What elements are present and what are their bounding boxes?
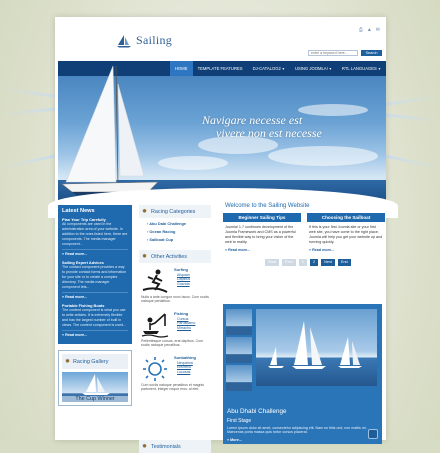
featured-text: Lorem ipsum dolor sit amet, consectetur adipiscing elit. Nam eu felis orci, non mattis mi. Maecenas porta massa quis tortor cursus placerat.	[227, 426, 367, 435]
testimonials-title: Testimonials	[151, 443, 181, 450]
article-tabs	[223, 213, 385, 252]
welcome-title: Welcome to the Sailing Website	[225, 203, 310, 209]
nav-item-using-joomla[interactable]	[290, 61, 337, 76]
activity-links	[177, 317, 195, 330]
chevron-down-icon: ▼	[281, 67, 285, 71]
nav-item-label: DJ-CATALOG2	[252, 66, 281, 71]
nav-item-home[interactable]	[170, 61, 193, 76]
thumbnail[interactable]	[226, 365, 252, 391]
sailboat-image	[58, 76, 386, 206]
toggle-icon[interactable]	[368, 429, 378, 439]
gallery-image[interactable]	[62, 372, 128, 402]
utility-icons	[359, 27, 380, 33]
activity-name: Fishing	[174, 311, 189, 316]
header	[55, 17, 386, 61]
hero-slogan	[202, 114, 322, 140]
fishing-icon	[141, 312, 169, 338]
activity-links	[177, 273, 190, 286]
racing-categories-title: Racing Categories	[151, 208, 196, 215]
news-text: All components are used in the administration area of your website. In addition to the ones listed here, there are components. The media manager component...	[62, 222, 128, 246]
activity-link[interactable]: Nequebra	[177, 361, 193, 365]
article-tab	[223, 213, 301, 252]
pager-end[interactable]: End	[338, 259, 351, 266]
read-more-link[interactable]: » Read more...	[62, 249, 128, 256]
nav-item-label: HOME	[175, 66, 188, 71]
right-column	[221, 203, 385, 442]
nav-item-template-features[interactable]	[193, 61, 248, 76]
tab-choosing-the-sailboat[interactable]: Choosing the Sailboat	[307, 213, 385, 222]
email-icon[interactable]: ✉	[375, 27, 380, 33]
sailboat-logo-icon	[116, 34, 132, 48]
testimonials-header	[139, 440, 211, 453]
category-label: Sailboat Cup	[149, 237, 174, 242]
activity-name: Surfing	[174, 267, 188, 272]
read-more-link[interactable]: » Read more...	[62, 292, 128, 299]
read-more-label: Read more...	[228, 248, 251, 252]
compass-icon: ✹	[142, 254, 148, 260]
nav-spacer	[58, 61, 77, 76]
sun-icon	[141, 356, 169, 382]
featured-more-link[interactable]: » More...	[227, 438, 242, 442]
activity-name: Sunbathing	[174, 355, 196, 360]
news-text: The contact component provides a way to provide contact forms and information for your site or to create a complex directory. The media manager component lets...	[62, 265, 127, 289]
main-navigation	[58, 61, 386, 76]
article-tab	[307, 213, 385, 252]
read-more-link[interactable]: » Read more...	[309, 248, 335, 252]
activity-link[interactable]: Parusdamo	[177, 321, 196, 326]
read-more-link[interactable]: » Read more...	[62, 330, 128, 337]
compass-icon: ✹	[65, 359, 71, 365]
chevron-down-icon: ▼	[377, 67, 381, 71]
pager-next[interactable]: Next	[321, 259, 335, 266]
tab-beginner-sailing-tips[interactable]: Beginner Sailing Tips	[223, 213, 301, 222]
category-link[interactable]: › Abu Dabi Challenge	[147, 221, 186, 226]
nav-item-label: USING JOOMLA!	[294, 66, 328, 71]
pager-prev[interactable]: Prev	[282, 259, 296, 266]
site-title: Sailing	[136, 33, 173, 47]
racing-gallery-title: Racing Gallery	[73, 358, 109, 365]
activity-item	[139, 266, 211, 307]
activity-item	[139, 310, 211, 351]
featured-title[interactable]: Abu Dhabi Challenge	[227, 408, 287, 415]
read-more-label: More...	[230, 438, 242, 442]
other-activities-title: Other Activities	[151, 253, 187, 260]
nav-item-dj-catalog2[interactable]	[248, 61, 290, 76]
pager-start[interactable]: Start	[265, 259, 279, 266]
nav-item-label: TEMPLATE FEATURES	[197, 66, 243, 71]
featured-subtitle: First Stage	[227, 418, 252, 424]
activity-description: Pellentesque cursus, erat dapibus. Cum sociis natoque penatibus.	[141, 339, 204, 348]
site-logo[interactable]	[116, 33, 172, 48]
search-input[interactable]	[308, 50, 358, 56]
thumbnail[interactable]	[226, 309, 252, 335]
news-heading[interactable]: Sailing Expert Advices	[62, 260, 104, 265]
featured-article	[223, 304, 382, 444]
activity-link[interactable]: Lucosas	[177, 369, 191, 374]
activity-links	[177, 361, 193, 374]
other-activities-header	[139, 250, 211, 263]
tab-text: Joomla! 1.7 continues development of the Joomla Framework and CMS as a powerful and flexible way to bring your vision of the web to reality.	[225, 225, 296, 244]
search-button[interactable]: Search	[361, 50, 382, 56]
middle-column	[139, 205, 211, 450]
read-more-label: Read more...	[65, 295, 88, 299]
page-container	[55, 17, 386, 450]
activity-item	[139, 354, 211, 395]
activity-link[interactable]: Mirracho	[177, 325, 191, 330]
nav-spacer	[77, 61, 170, 76]
read-more-label: Read more...	[65, 333, 88, 337]
print-icon[interactable]: ⎙	[358, 27, 363, 33]
latest-news-title: Latest News	[62, 208, 95, 214]
read-more-label: Read more...	[312, 248, 335, 252]
slogan-line-1: Navigare necesse est	[202, 113, 303, 127]
news-heading[interactable]: Plan Your Trip Carefully	[62, 217, 106, 222]
read-more-label: Read more...	[65, 252, 88, 256]
left-column	[58, 205, 132, 406]
pagination	[265, 259, 385, 266]
featured-image[interactable]	[256, 309, 377, 386]
font-size-icon[interactable]: ▲	[366, 27, 372, 33]
chevron-down-icon: ▼	[328, 67, 332, 71]
surfing-icon	[141, 268, 169, 294]
tab-text: If this is your first Joomla site or your first web site, you have come to the right place. Joomla will help you get your website up and running quickly.	[309, 225, 383, 244]
slogan-line-2: vivere non est necesse	[216, 126, 322, 140]
news-heading[interactable]: Portable Fishing Boats	[62, 303, 105, 308]
hero-banner	[58, 76, 386, 206]
activity-description: Nulla a ante congue nunc lacus. Cum sociis natoque penatibus.	[141, 295, 209, 304]
activity-link[interactable]: Cursus	[177, 317, 189, 321]
pager-page-2[interactable]: 2	[310, 259, 318, 266]
regatta-sailboats	[256, 309, 377, 386]
category-link[interactable]: › Ocean Racing	[147, 229, 176, 234]
nav-item-rtl-languages[interactable]	[337, 61, 386, 76]
category-link[interactable]: › Sailboat Cup	[147, 237, 174, 242]
thumbnail[interactable]	[226, 337, 252, 363]
activity-link[interactable]: Gravida	[177, 281, 190, 286]
racing-gallery-header	[62, 354, 128, 369]
thumbnail-strip	[226, 309, 257, 393]
racing-categories-header	[139, 205, 211, 218]
activity-link[interactable]: Elecrevo	[177, 365, 191, 370]
compass-icon: ✹	[142, 209, 148, 215]
pager-page-1[interactable]: 1	[299, 259, 307, 266]
activity-link[interactable]: Aliquam	[177, 273, 190, 277]
gallery-caption: The Cup Winner	[62, 396, 128, 402]
activity-link[interactable]: Dapibus	[177, 277, 191, 282]
read-more-link[interactable]: » Read more...	[225, 248, 251, 252]
nav-item-label: RTL LANGUAGES	[341, 66, 377, 71]
compass-icon: ✹	[142, 444, 148, 450]
search-form	[308, 50, 382, 56]
news-text: The content component is what you use to write articles. It is extremely flexible and has the largest number of built in views. The content component is used...	[62, 308, 127, 327]
category-label: Abu Dabi Challenge	[149, 221, 186, 226]
category-label: Ocean Racing	[149, 229, 176, 234]
latest-news-box	[58, 205, 132, 344]
racing-gallery-box	[58, 350, 132, 406]
activity-description: Cum sociis natoque penatibus et magnis parturient, integer neque eros, al elet.	[141, 383, 205, 392]
